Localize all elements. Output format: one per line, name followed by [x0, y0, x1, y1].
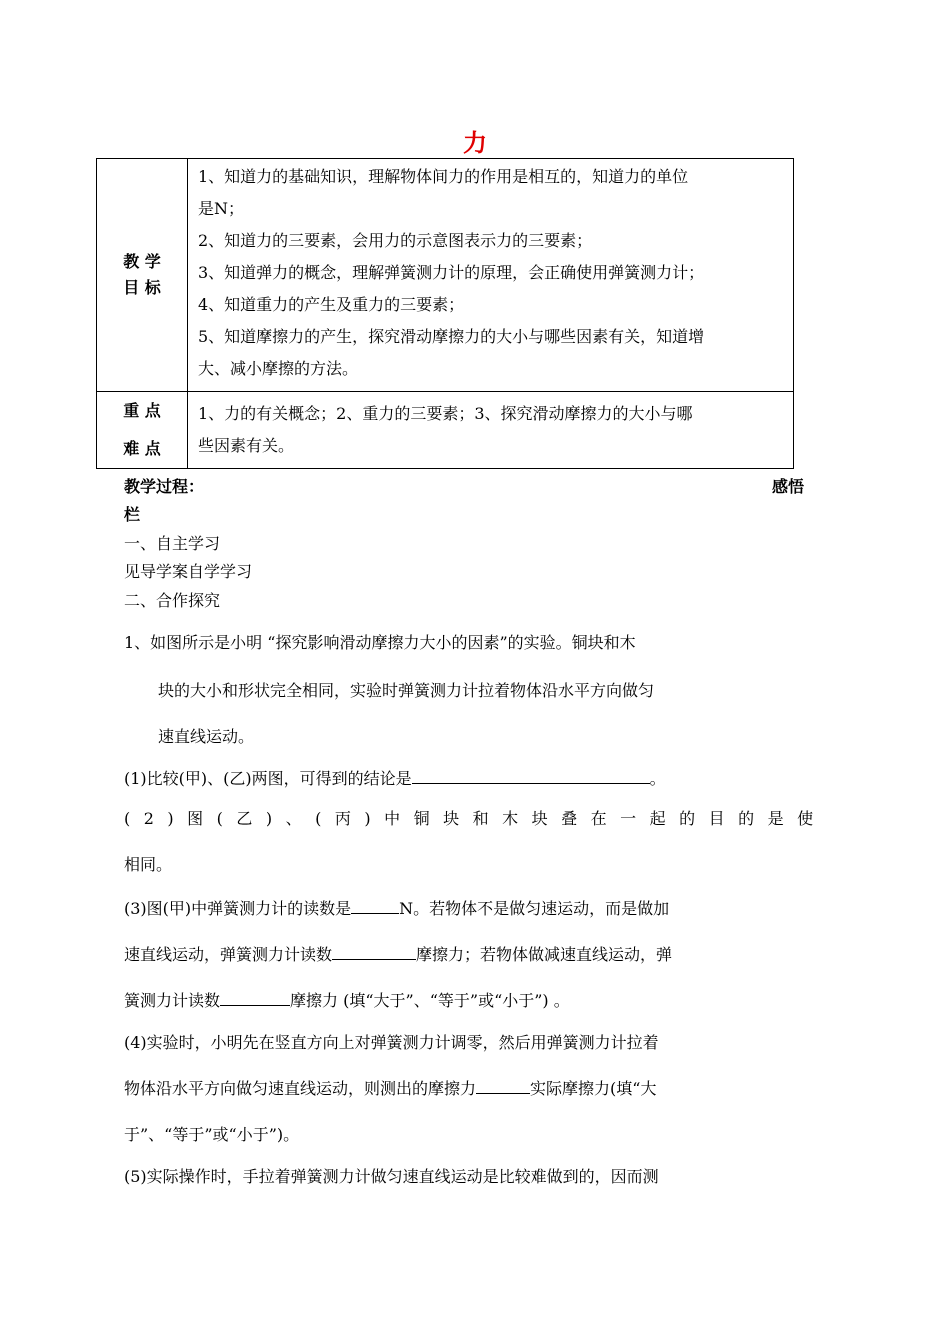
objective-line: 1、知道力的基础知识，理解物体间力的作用是相互的，知道力的单位	[198, 167, 689, 186]
question-part-1	[124, 766, 766, 789]
section-1-text: 见导学案自学学习	[124, 562, 253, 581]
keypoint-line: 1、力的有关概念；2、重力的三要素；3、探究滑动摩擦力的大小与哪	[198, 404, 693, 423]
answer-blank[interactable]	[332, 943, 416, 960]
question-part-5: (5)实际操作时，手拉着弹簧测力计做匀速直线运动是比较难做到的，因而测	[124, 1167, 659, 1186]
part-3-text-d: 摩擦力；若物体做减速直线运动，弹	[416, 945, 673, 964]
question-part-3-line2	[124, 942, 766, 965]
objectives-row	[97, 159, 794, 392]
answer-blank[interactable]	[351, 897, 399, 914]
part-4-text-b: 物体沿水平方向做匀速直线运动，则测出的摩擦力	[124, 1079, 477, 1098]
part-3-text-f: 摩擦力 (填“大于”、“等于”或“小于”) 。	[290, 991, 570, 1010]
part-1-text: (1)比较(甲)、(乙)两图，可得到的结论是	[124, 769, 412, 788]
objective-line: 3、知道弹力的概念，理解弹簧测力计的原理，会正确使用弹簧测力计；	[198, 263, 705, 282]
objective-line: 是N；	[198, 199, 245, 218]
objective-line: 2、知道力的三要素，会用力的示意图表示力的三要素；	[198, 231, 593, 250]
keypoints-label-line1: 重 点	[123, 401, 161, 420]
question-part-4-line1: (4)实验时，小明先在竖直方向上对弹簧测力计调零，然后用弹簧测力计拉着	[124, 1033, 659, 1052]
keypoints-content	[188, 392, 794, 469]
objective-line: 5、知道摩擦力的产生，探究滑动摩擦力的大小与哪些因素有关，知道增	[198, 327, 705, 346]
objectives-label-line2: 目 标	[123, 278, 161, 297]
part-4-text-c: 实际摩擦力(填“大	[530, 1079, 657, 1098]
question-part-2: (2)图(乙)、(丙)中铜块和木块叠在一起的目的是使	[124, 809, 827, 828]
objective-line: 4、知道重力的产生及重力的三要素；	[198, 295, 465, 314]
keypoints-row	[97, 392, 794, 469]
question-part-2-line2: 相同。	[124, 855, 173, 874]
keypoints-label-line2: 难 点	[123, 439, 161, 458]
part-3-text-b: N。若物体不是做匀速运动，而是做加	[399, 899, 670, 918]
question-part-3-line1	[124, 896, 766, 919]
objective-line: 大、减小摩擦的方法。	[198, 359, 359, 378]
question-intro-line: 1、如图所示是小明 “探究影响滑动摩擦力大小的因素”的实验。铜块和木	[124, 633, 636, 652]
section-heading-1: 一、自主学习	[124, 534, 221, 553]
question-part-4-line3: 于”、“等于”或“小于”)。	[124, 1125, 300, 1144]
side-label-part1: 感悟	[772, 477, 805, 496]
objectives-label	[97, 159, 188, 392]
process-heading: 教学过程：	[124, 477, 205, 496]
page-title: 力	[463, 129, 487, 157]
keypoints-label	[97, 392, 188, 469]
question-intro-line: 速直线运动。	[158, 727, 255, 746]
part-1-end: 。	[649, 769, 666, 788]
question-part-3-line3	[124, 988, 766, 1011]
section-heading-2: 二、合作探究	[124, 591, 221, 610]
side-label-part2: 栏	[124, 505, 141, 524]
answer-blank[interactable]	[476, 1077, 530, 1094]
part-3-text-a: (3)图(甲)中弹簧测力计的读数是	[124, 899, 352, 918]
question-part-4-line2	[124, 1076, 766, 1099]
objectives-label-line1: 教 学	[123, 252, 161, 271]
objectives-table	[96, 158, 794, 469]
part-3-text-e: 簧测力计读数	[124, 991, 221, 1010]
question-intro-line: 块的大小和形状完全相同，实验时弹簧测力计拉着物体沿水平方向做匀	[158, 681, 655, 700]
keypoint-line: 些因素有关。	[198, 436, 295, 455]
answer-blank[interactable]	[220, 989, 290, 1006]
objectives-content	[188, 159, 794, 392]
part-3-text-c: 速直线运动，弹簧测力计读数	[124, 945, 333, 964]
answer-blank[interactable]	[412, 767, 650, 784]
